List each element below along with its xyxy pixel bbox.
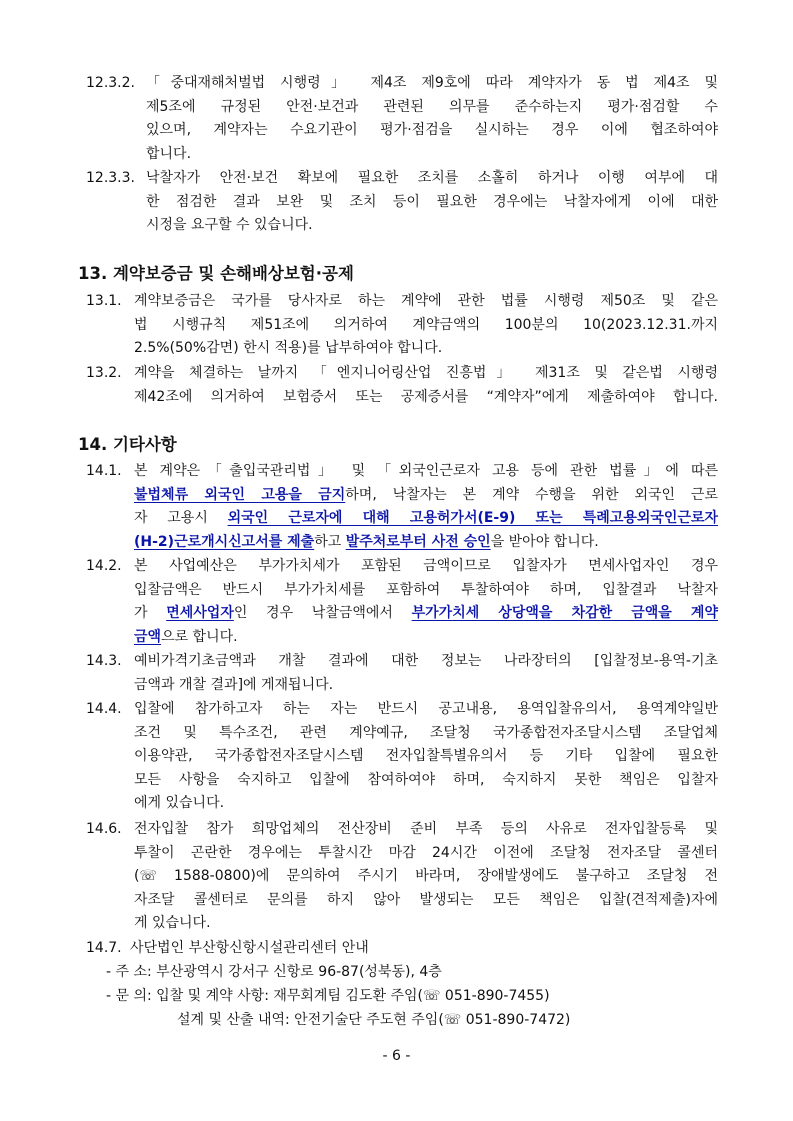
clause-line: 법 시행규칙 제51조에 의거하여 계약금액의 100분의 10(2023.12.31.까지 — [134, 316, 718, 333]
clause-number: 13.2. — [86, 365, 122, 381]
clause-number: 12.3.3. — [86, 170, 135, 186]
clause-line: 제5조에 규정된 안전·보건과 관련된 의무를 준수하는지 평가·점검할 수 — [146, 98, 718, 115]
inquiry-design: 설계 및 산출 내역: 안전기술단 주도현 주임(☏ 051-890-7472) — [177, 1012, 571, 1028]
clause-line: 가 면세사업자인 경우 낙찰금액에서 부가가치세 상당액을 차감한 금액을 계약 — [134, 605, 718, 621]
clause-line: 합니다. — [146, 145, 192, 162]
clause-number: 12.3.2. — [86, 75, 135, 91]
clause-line: 시정을 요구할 수 있습니다. — [146, 217, 313, 233]
clause-line: 에게 있습니다. — [134, 795, 225, 811]
highlight-vat-deduction: 부가가치세 상당액을 차감한 금액을 계약 — [411, 605, 718, 621]
highlight-illegal-employment: 불법체류 외국인 고용을 금지 — [134, 486, 346, 503]
clause-13-1 — [86, 290, 718, 361]
clause-number: 14.4. — [86, 701, 122, 717]
highlight-amount: 금액 — [134, 628, 162, 645]
clause-line: 본 사업예산은 부가가치세가 포함된 금액이므로 입찰자가 면세사업자인 경우 — [134, 558, 718, 574]
clause-line: (☏ 1588-0800)에 문의하여 주시기 바라며, 장애발생에도 불구하고 조달청 전 — [134, 868, 718, 884]
clause-line: 예비가격기초금액과 개찰 결과에 대한 정보는 나라장터의 [입찰정보-용역-기초 — [134, 653, 718, 669]
clause-number: 14.1. — [86, 463, 122, 479]
inquiry-label: - 문 의: — [106, 988, 152, 1004]
clause-line: 자조달 콜센터로 문의를 하지 않아 발생되는 모든 책임은 입찰(견적제출)자에 — [134, 891, 718, 908]
clause-line: (H-2)근로개시신고서를 제출하고 발주처로부터 사전 승인을 받아야 합니다. — [134, 533, 599, 550]
inquiry-line — [106, 985, 550, 1009]
clause-line: 조건 및 특수조건, 관련 계약예규, 조달청 국가종합전자조달시스템 조달업체 — [134, 724, 718, 741]
clause-line: 「중대재해처벌법 시행령」 제4조 제9호에 따라 계약자가 동 법 제4조 및 — [146, 75, 718, 91]
clause-line: 입찰에 참가하고자 하는 자는 반드시 공고내용, 용역입찰유의서, 용역계약일반 — [134, 701, 718, 717]
clause-line: 이용약관, 국가종합전자조달시스템 전자입찰특별유의서 등 기타 입찰에 필요한 — [134, 748, 718, 764]
clause-number: 14.6. — [86, 821, 122, 837]
clause-14-7 — [86, 937, 718, 961]
page-number: - 6 - — [382, 1048, 411, 1064]
highlight-tax-exempt: 면세사업자 — [166, 605, 234, 621]
clause-line: 계약을 체결하는 날까지 「엔지니어링산업 진흥법」 제31조 및 같은법 시행령 — [134, 365, 718, 381]
clause-line: 게 있습니다. — [134, 915, 211, 931]
clause-13-2 — [86, 362, 718, 409]
clause-14-3 — [86, 650, 718, 697]
section-heading-13: 13. 계약보증금 및 손해배상보험·공제 — [78, 264, 354, 283]
clause-line: 제42조에 의거하여 보험증서 또는 공제증서를 “계약자”에게 제출하여야 합니다. — [134, 388, 718, 405]
clause-14-1 — [86, 460, 718, 554]
clause-line: 한 점검한 결과 보완 및 조치 등이 필요한 경우에는 낙찰자에게 이에 대한 — [146, 193, 718, 210]
address-value: 부산광역시 강서구 신항로 96-87(성북동), 4층 — [156, 964, 442, 980]
clause-line: 투찰이 곤란한 경우에는 투찰시간 마감 24시간 이전에 조달청 전자조달 콜센터 — [134, 844, 718, 861]
clause-line: 입찰금액은 반드시 부가가치세를 포함하여 투찰하여야 하며, 입찰결과 낙찰자 — [134, 581, 718, 598]
clause-12-3-3 — [86, 167, 718, 238]
clause-line: 금액과 개찰 결과]에 게재됩니다. — [134, 676, 334, 693]
clause-number: 13.1. — [86, 293, 122, 309]
clause-line: 있으며, 계약자는 수요기관이 평가·점검을 실시하는 경우 이에 협조하여야 — [146, 122, 718, 138]
section-heading-14: 14. 기타사항 — [78, 435, 177, 454]
clause-line: 본 계약은「출입국관리법」 및 「외국인근로자 고용 등에 관한 법률」에 따른 — [134, 463, 718, 479]
inquiry-design-line — [177, 1009, 570, 1033]
clause-14-2 — [86, 555, 718, 649]
highlight-report-submission: (H-2)근로개시신고서를 제출 — [134, 533, 315, 550]
clause-line: 모든 사항을 숙지하고 입찰에 참여하여야 하며, 숙지하지 못한 책임은 입찰자 — [134, 771, 718, 788]
clause-line: 낙찰자가 안전·보건 확보에 필요한 조치를 소홀히 하거나 이행 여부에 대 — [146, 170, 718, 186]
clause-line: 자 고용시 외국인 근로자에 대해 고용허가서(E-9) 또는 특례고용외국인근로자 — [134, 510, 719, 526]
clause-line: 계약보증금은 국가를 당사자로 하는 계약에 관한 법률 시행령 제50조 및 같은 — [134, 293, 718, 309]
clause-line: 금액으로 합니다. — [134, 628, 238, 645]
clause-number: 14.2. — [86, 558, 122, 574]
clause-14-6 — [86, 818, 718, 936]
clause-14-4 — [86, 698, 718, 816]
highlight-prior-approval: 발주처로부터 사전 승인 — [345, 533, 491, 550]
clause-line: 사단법인 부산항신항시설관리센터 안내 — [130, 940, 369, 956]
inquiry-contract: 입찰 및 계약 사항: 재무회계팀 김도환 주임(☏ 051-890-7455) — [156, 988, 550, 1004]
clause-12-3-2 — [86, 72, 718, 166]
clause-number: 14.7. — [86, 940, 122, 956]
clause-line: 불법체류 외국인 고용을 금지하며, 낙찰자는 본 계약 수행을 위한 외국인 근로 — [134, 486, 718, 503]
address-line — [106, 961, 442, 985]
address-label: - 주 소: — [106, 964, 152, 980]
clause-line: 전자입찰 참가 희망업체의 전산장비 준비 부족 등의 사유로 전자입찰등록 및 — [134, 821, 718, 837]
clause-number: 14.3. — [86, 653, 122, 669]
highlight-work-permit: 외국인 근로자에 대해 고용허가서(E-9) 또는 특례고용외국인근로자 — [227, 510, 719, 526]
clause-line: 2.5%(50%감면) 한시 적용)를 납부하여야 합니다. — [134, 340, 443, 356]
